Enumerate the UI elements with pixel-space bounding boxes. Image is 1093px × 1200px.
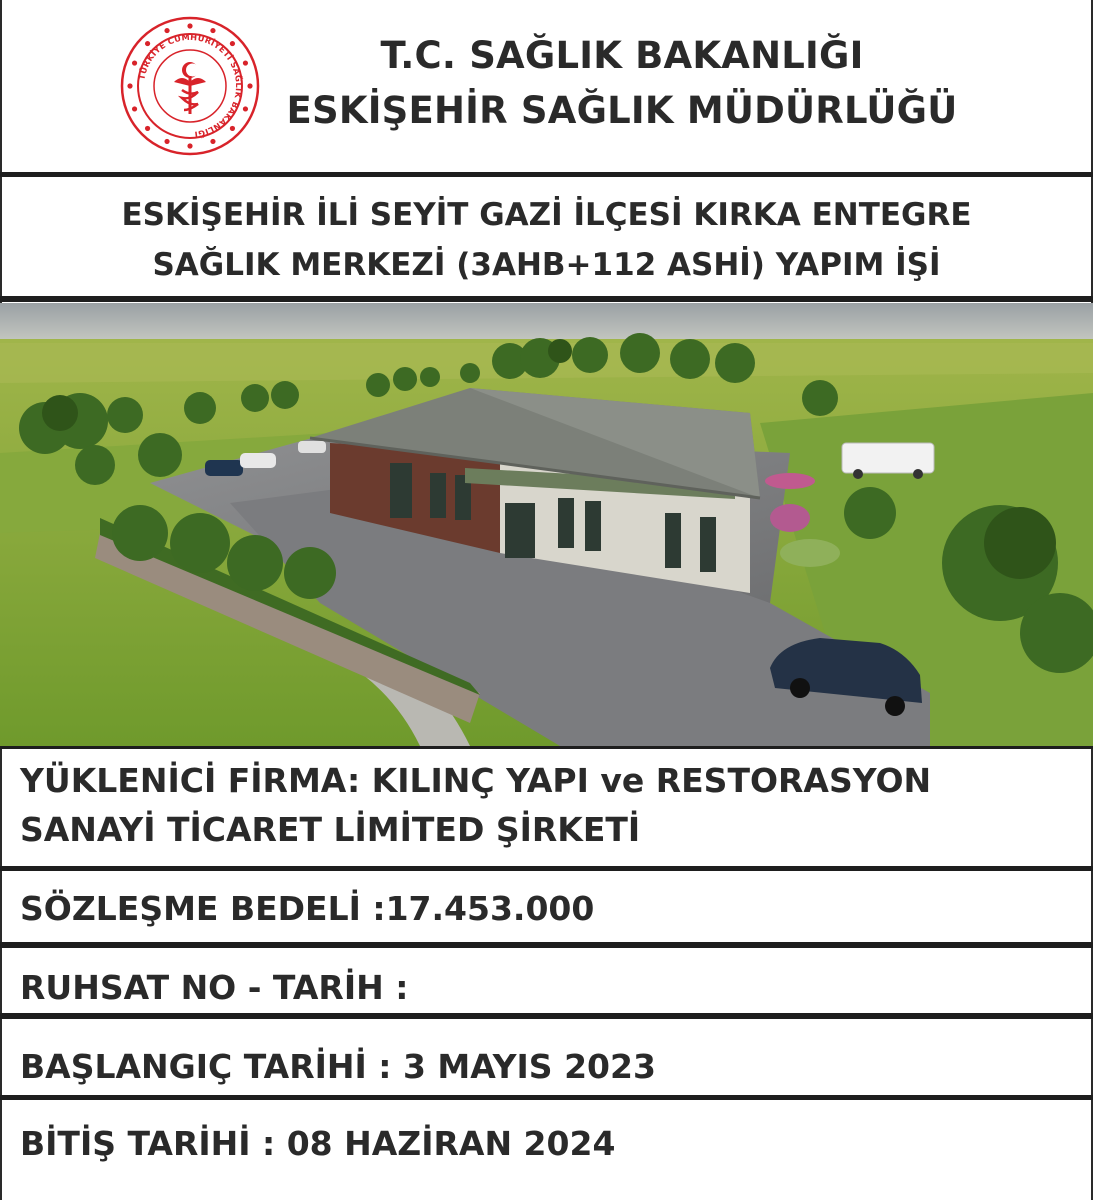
seal-star: [230, 126, 235, 131]
ministry-title: T.C. SAĞLIK BAKANLIĞI: [380, 34, 864, 77]
end-date: BİTİŞ TARİHİ : 08 HAZİRAN 2024: [20, 1124, 616, 1163]
seal-star: [132, 106, 137, 111]
seal-star: [127, 83, 132, 88]
license-no-date: RUHSAT NO - TARİH :: [20, 968, 409, 1007]
divider: [0, 1095, 1093, 1100]
start-date: BAŞLANGIÇ TARİHİ : 3 MAYIS 2023: [20, 1047, 656, 1086]
divider: [0, 746, 1093, 749]
seal-star: [145, 41, 150, 46]
divider: [0, 942, 1093, 948]
seal-star: [247, 83, 252, 88]
divider: [0, 1013, 1093, 1019]
seal-star: [210, 28, 215, 33]
project-title-line-2: SAĞLIK MERKEZİ (3AHB+112 ASHİ) YAPIM İŞİ: [152, 247, 941, 283]
seal-ring-text: TÜRKİYE CUMHURİYETİ SAĞLIK BAKANLIĞI: [136, 31, 245, 140]
health-ministry-seal-icon: [118, 14, 262, 158]
divider: [0, 866, 1093, 871]
seal-star: [132, 60, 137, 65]
divider: [0, 172, 1093, 177]
contract-price: SÖZLEŞME BEDELİ :17.453.000: [20, 889, 595, 928]
divider: [0, 296, 1093, 302]
contractor-line-2: SANAYİ TİCARET LİMİTED ŞİRKETİ: [20, 810, 641, 849]
directorate-title: ESKİŞEHİR SAĞLIK MÜDÜRLÜĞÜ: [286, 89, 958, 132]
seal-star: [164, 28, 169, 33]
seal-star: [164, 139, 169, 144]
seal-star: [210, 139, 215, 144]
seal-star: [145, 126, 150, 131]
project-title-line-1: ESKİŞEHİR İLİ SEYİT GAZİ İLÇESİ KIRKA ENTEGRE: [121, 197, 972, 233]
seal-star: [243, 60, 248, 65]
seal-star: [243, 106, 248, 111]
render-illustration: [0, 303, 1093, 746]
contractor-line-1: YÜKLENİCİ FİRMA: KILINÇ YAPI ve RESTORASYON: [20, 761, 932, 800]
seal-star: [187, 143, 192, 148]
seal-star: [187, 23, 192, 28]
seal-star: [230, 41, 235, 46]
health-center-architectural-render: [0, 303, 1093, 746]
header: [0, 0, 1093, 172]
